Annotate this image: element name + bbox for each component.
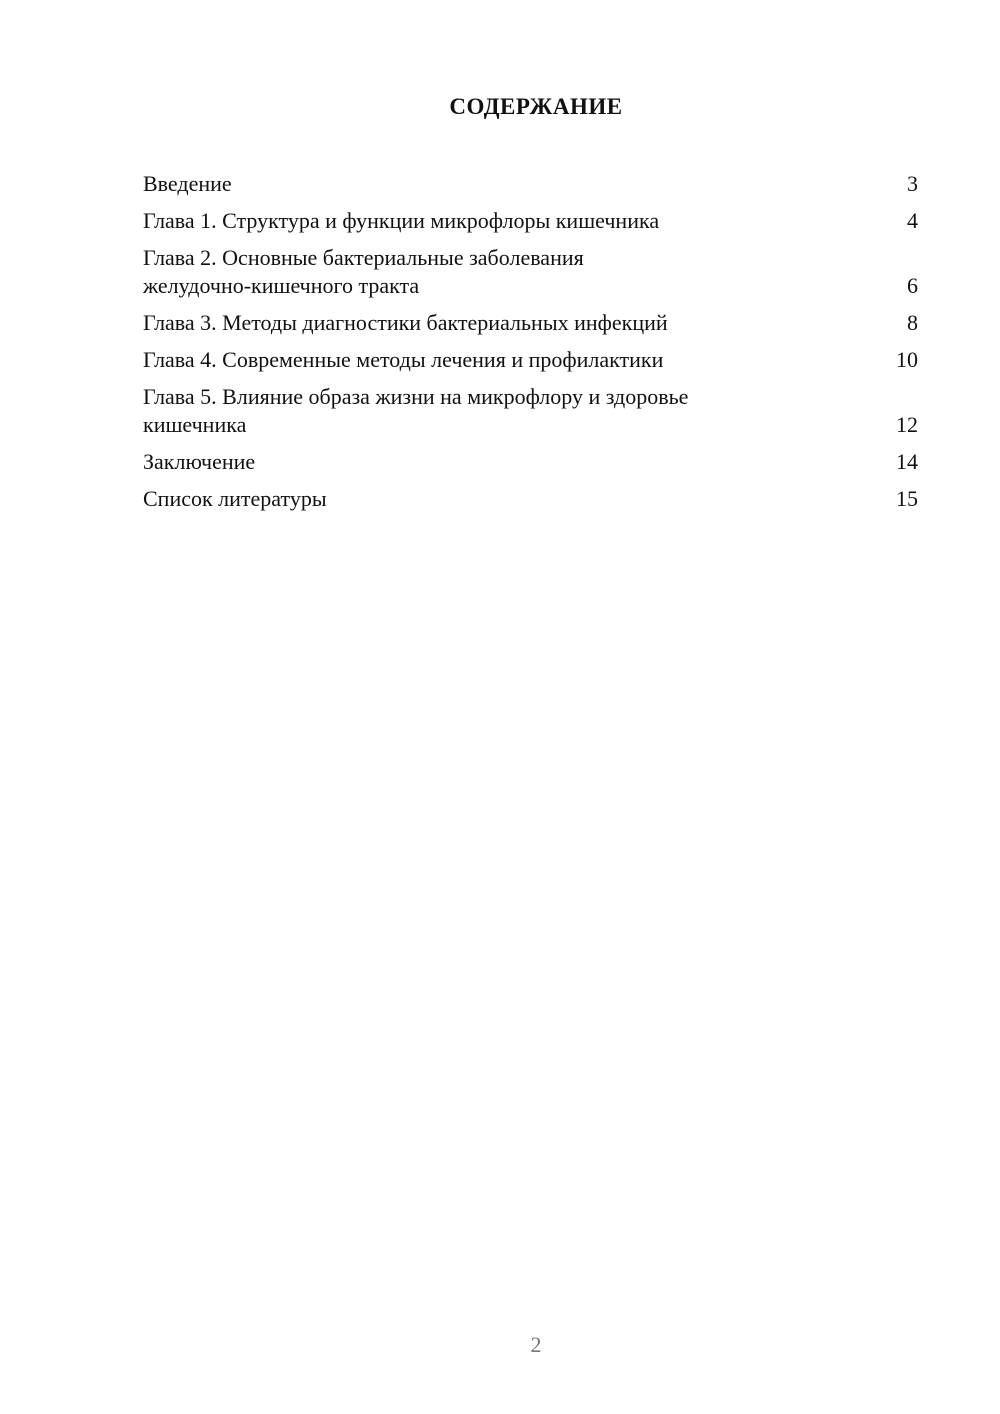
toc-entry-page: 12 bbox=[896, 412, 918, 437]
toc-entry-label: Глава 4. Современные методы лечения и профилактики bbox=[143, 347, 664, 372]
toc-entry-label: Глава 5. Влияние образа жизни на микрофлору и здоровье кишечника bbox=[143, 384, 689, 437]
toc-entry-page: 8 bbox=[907, 310, 918, 335]
toc-entry-conclusion[interactable] bbox=[143, 448, 918, 476]
toc-entry-chapter-3[interactable] bbox=[143, 309, 918, 337]
page-number: 2 bbox=[530, 1332, 542, 1357]
toc-entry-label: Глава 2. Основные бактериальные заболевания желудочно-кишечного тракта bbox=[143, 245, 584, 298]
toc-entry-chapter-4[interactable] bbox=[143, 346, 918, 374]
toc-entry-label: Введение bbox=[143, 171, 232, 196]
toc-entry-label: Глава 3. Методы диагностики бактериальных инфекций bbox=[143, 310, 668, 335]
page-title: СОДЕРЖАНИЕ bbox=[449, 94, 623, 119]
toc-entry-references[interactable] bbox=[143, 485, 918, 513]
toc-entry-label: Глава 1. Структура и функции микрофлоры кишечника bbox=[143, 208, 660, 233]
toc-entry-page: 3 bbox=[907, 171, 918, 196]
toc-entry-label: Список литературы bbox=[143, 486, 327, 511]
toc-entry-chapter-5[interactable] bbox=[143, 383, 918, 439]
toc-entry-chapter-1[interactable] bbox=[143, 207, 918, 235]
toc-entry-page: 10 bbox=[896, 347, 918, 372]
table-of-contents bbox=[143, 170, 918, 522]
toc-entry-page: 4 bbox=[907, 208, 918, 233]
toc-entry-page: 6 bbox=[907, 273, 918, 298]
toc-entry-introduction[interactable] bbox=[143, 170, 918, 198]
toc-entry-chapter-2[interactable] bbox=[143, 244, 918, 300]
toc-entry-page: 15 bbox=[896, 486, 918, 511]
toc-entry-page: 14 bbox=[896, 449, 918, 474]
toc-entry-label: Заключение bbox=[143, 449, 256, 474]
